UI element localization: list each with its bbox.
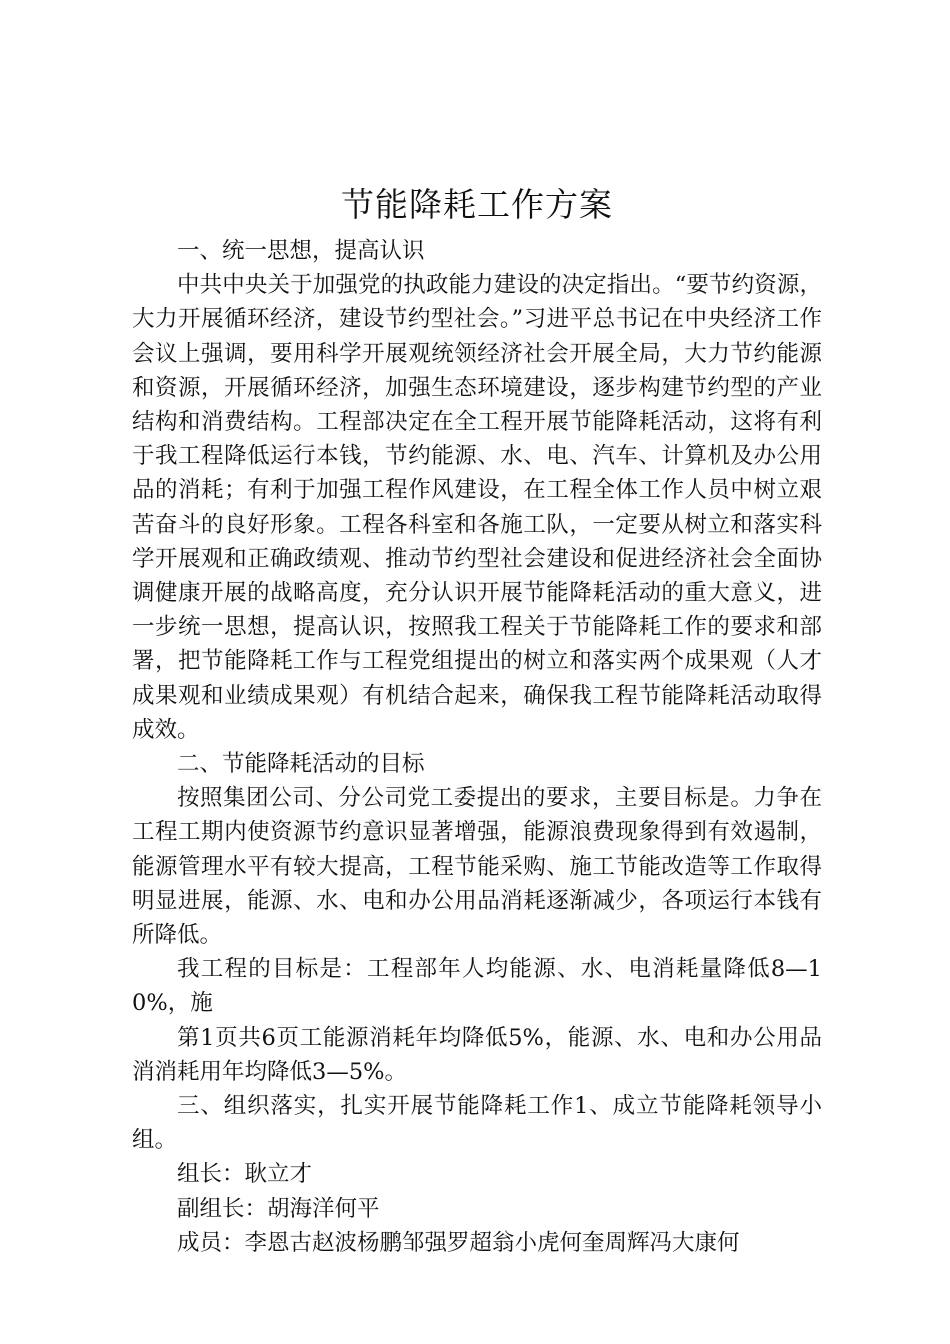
document-title: 节能降耗工作方案: [341, 185, 613, 224]
paragraph-team-leader: 组长：耿立才: [177, 1161, 313, 1188]
heading-unify-thinking: 一、统一思想，提高认识: [177, 238, 425, 264]
paragraph-background: 中共中央关于加强党的执政能力建设的决定指出。“要节约资源，大力开展循环经济，建设节约型社会。”习进平总书记在中央经济工作会议上强调，要用科学开展观统领经济社会开展全局，大力节约能源和资源，开展循环经济，加强生态环境建设，逐步构建节约型的产业结构和消费结构。工程部决定在全工程开展节能降耗活动，这将有利于我工程降低运行本钱，节约能源、水、电、汽车、计算机及办公用品的消耗；有利于加强工程作风建设，在工程全体工作人员中树立艰苦奋斗的良好形象。工程各科室和各施工队，一定要从树立和落实科学开展观和正确政绩观、推动节约型社会建设和促进经济社会全面协调健康开展的战略高度，充分认识开展节能降耗活动的重大意义，进一步统一思想，提高认识，按照我工程关于节能降耗工作的要求和部署，把节能降耗工作与工程党组提出的树立和落实两个成果观（人才成果观和业绩成果观）有机结合起来，确保我工程节能降耗活动取得成效。: [132, 272, 822, 743]
paragraph-deputy-leader: 副组长：胡海洋何平: [177, 1195, 380, 1222]
paragraph-members: 成员：李恩古赵波杨鹏邹强罗超翁小虎何奎周辉冯大康何: [177, 1229, 740, 1256]
document-page: [132, 180, 822, 1260]
heading-organization: 三、组织落实，扎实开展节能降耗工作1、成立节能降耗领导小组。: [132, 1093, 822, 1154]
paragraph-page-footer-goals: 第1页共6页工能源消耗年均降低5%，能源、水、电和办公用品消消耗用年均降低3—5%。: [132, 1024, 822, 1085]
heading-goals: 二、节能降耗活动的目标: [177, 751, 425, 778]
paragraph-project-goals: 我工程的目标是：工程部年人均能源、水、电消耗量降低8—10%，施: [132, 956, 822, 1017]
paragraph-main-goals: 按照集团公司、分公司党工委提出的要求，主要目标是。力争在工程工期内使资源节约意识显著增强，能源浪费现象得到有效遏制，能源管理水平有较大提高，工程节能采购、施工节能改造等工作取得明显进展，能源、水、电和办公用品消耗逐渐减少，各项运行本钱有所降低。: [132, 785, 822, 949]
